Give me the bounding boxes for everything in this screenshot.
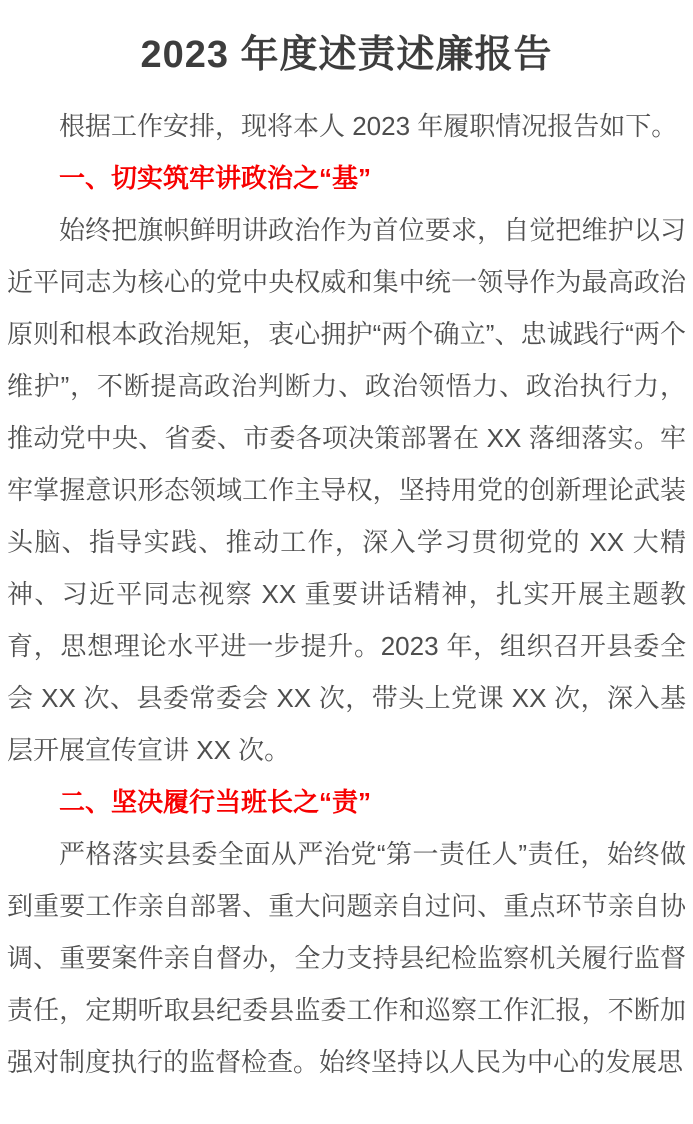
section-2-body: 严格落实县委全面从严治党“第一责任人”责任，始终做到重要工作亲自部署、重大问题亲自过问、重点环节亲自协调、重要案件亲自督办，全力支持县纪检监察机关履行监督责任，定期听取县纪委县监委工作和巡察工作汇报，不断加强对制度执行的监督检查。始终坚持以人民为中心的发展思 bbox=[7, 839, 686, 1077]
document-title: 2023 年度述责述廉报告 bbox=[140, 34, 553, 76]
section-1-heading: 一、切实筑牢讲政治之“基” bbox=[59, 163, 372, 193]
section-2-heading: 二、坚决履行当班长之“责” bbox=[59, 787, 372, 817]
intro-paragraph: 根据工作安排，现将本人 2023 年履职情况报告如下。 bbox=[59, 111, 678, 141]
report-document bbox=[0, 27, 693, 1088]
section-1-body: 始终把旗帜鲜明讲政治作为首位要求，自觉把维护以习近平同志为核心的党中央权威和集中统一领导作为最高政治原则和根本政治规矩，衷心拥护“两个确立”、忠诚践行“两个维护”，不断提高政治判断力、政治领悟力、政治执行力，推动党中央、省委、市委各项决策部署在 XX 落细落实。牢牢掌握意识形态领域工作主导权，坚持用党的创新理论武装头脑、指导实践、推动工作，深入学习贯彻党的 XX 大精神、习近平同志视察 XX 重要讲话精神，扎实开展主题教育，思想理论水平进一步提升。2023 年，组织召开县委全会 XX 次、县委常委会 XX 次，带头上党课 XX 次，深入基层开展宣传宣讲 XX 次。 bbox=[7, 215, 686, 765]
